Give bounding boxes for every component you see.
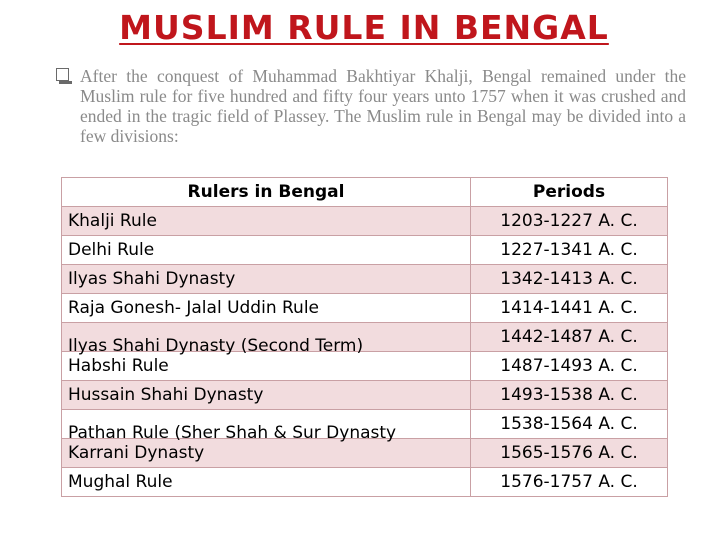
period-cell: 1414-1441 A. C. — [471, 294, 668, 323]
ruler-cell: Hussain Shahi Dynasty — [62, 381, 471, 410]
ruler-cell: Delhi Rule — [62, 236, 471, 265]
intro-paragraph — [56, 66, 686, 146]
table-header-row — [62, 178, 668, 207]
page-title: MUSLIM RULE IN BENGAL — [119, 8, 609, 47]
table-row — [62, 236, 668, 265]
ruler-cell: Khalji Rule — [62, 207, 471, 236]
period-cell: 1538-1564 A. C. — [471, 410, 668, 439]
table-row — [62, 265, 668, 294]
period-cell: 1342-1413 A. C. — [471, 265, 668, 294]
table-row — [62, 468, 668, 497]
table-row — [62, 352, 668, 381]
period-cell: 1227-1341 A. C. — [471, 236, 668, 265]
table-row — [62, 439, 668, 468]
ruler-cell: Ilyas Shahi Dynasty — [62, 265, 471, 294]
ruler-cell: Mughal Rule — [62, 468, 471, 497]
period-cell: 1565-1576 A. C. — [471, 439, 668, 468]
overlap-text: Ilyas Shahi Dynasty (Second Term) — [68, 336, 364, 356]
table-row — [62, 294, 668, 323]
ruler-label: Habshi Rule — [68, 356, 169, 376]
intro-text: After the conquest of Muhammad Bakhtiyar Khalji, Bengal remained under the Muslim rule for five hundred and fifty four years unto 1757 when it was crushed and ended in the tragic field of Plassey. The Muslim rule in Bengal may be divided into a few divisions: — [80, 66, 686, 146]
ruler-cell — [62, 423, 471, 468]
ruler-label: Karrani Dynasty — [68, 443, 205, 463]
period-cell: 1487-1493 A. C. — [471, 352, 668, 381]
ruler-cell: Raja Gonesh- Jalal Uddin Rule — [62, 294, 471, 323]
header-rulers: Rulers in Bengal — [62, 178, 471, 207]
ruler-cell — [62, 336, 471, 381]
header-periods: Periods — [471, 178, 668, 207]
period-cell: 1576-1757 A. C. — [471, 468, 668, 497]
period-cell: 1442-1487 A. C. — [471, 323, 668, 352]
table-row — [62, 381, 668, 410]
table-row — [62, 207, 668, 236]
overlap-text: Pathan Rule (Sher Shah & Sur Dynasty — [68, 423, 397, 443]
period-cell: 1203-1227 A. C. — [471, 207, 668, 236]
rulers-table — [61, 177, 668, 497]
period-cell: 1493-1538 A. C. — [471, 381, 668, 410]
